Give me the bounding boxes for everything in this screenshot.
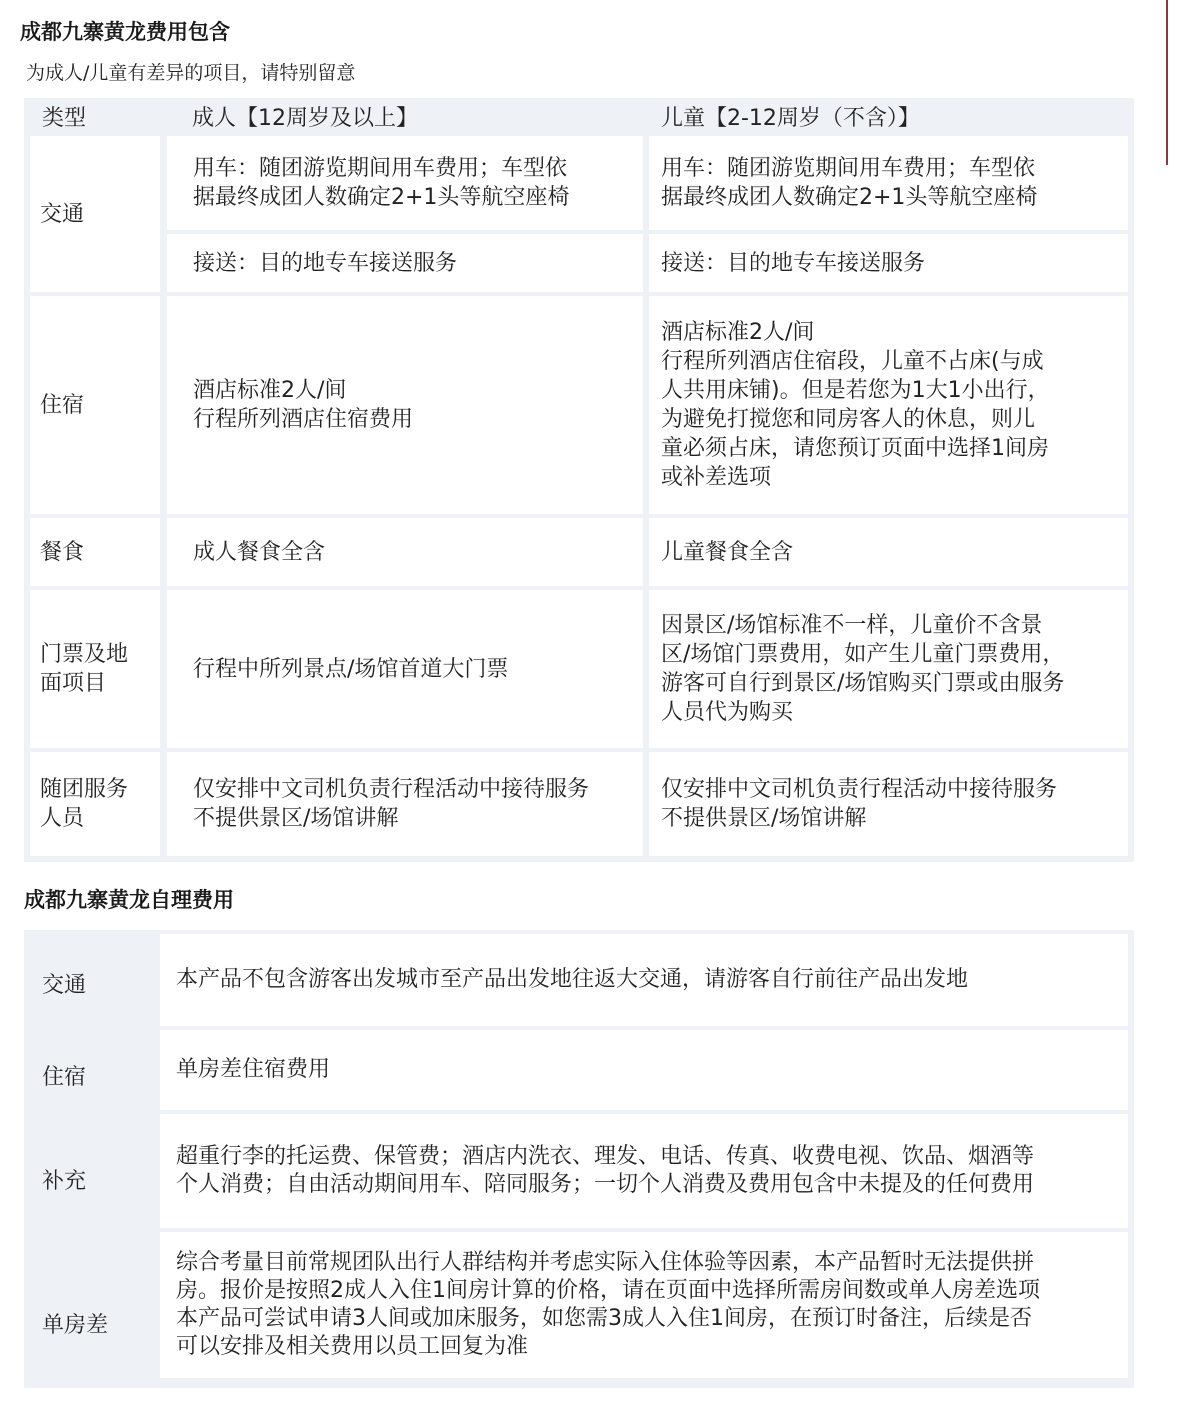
adult-meals [167, 518, 643, 586]
cell-line: 不提供景区/场馆讲解 [193, 806, 399, 831]
cell-line: 仅安排中文司机负责行程活动中接待服务 [193, 777, 590, 802]
row-label-supplement: 补充 [42, 1169, 87, 1194]
cell-line: 行程中所列景点/场馆首道大门票 [193, 656, 509, 682]
row-label-line: 随团服务 [40, 777, 129, 802]
cell-line: 超重行李的托运费、保管费；酒店内洗衣、理发、电话、传真、收费电视、饮品、烟酒等 [176, 1144, 1035, 1169]
cell-line: 本产品可尝试申请3人间或加床服务，如您需3成人入住1间房，在预订时备注，后续是否 [176, 1306, 1032, 1331]
child-guide [649, 752, 1128, 856]
adult-guide [167, 752, 643, 856]
adult-tickets [167, 590, 643, 748]
self-paid-supplement [160, 1114, 1128, 1228]
cell-line: 酒店标准2人/间 [193, 378, 347, 403]
adult-transport-transfer [167, 234, 643, 292]
row-label-line: 人员 [40, 806, 85, 831]
cell-line: 房。报价是按照2成人入住1间房计算的价格，请在页面中选择所需房间数或单人房差选项 [176, 1278, 1040, 1303]
self-paid-transport [160, 934, 1128, 1026]
row-label-line: 交通 [40, 201, 85, 227]
child-lodging [649, 296, 1128, 514]
cell-line: 仅安排中文司机负责行程活动中接待服务 [661, 777, 1058, 802]
row-label-line: 住宿 [40, 392, 85, 418]
cell-line: 区/场馆门票费用，如产生儿童门票费用， [661, 642, 1065, 667]
child-meals [649, 518, 1128, 586]
cell-line: 儿童餐食全含 [661, 539, 794, 565]
included-fees-table [24, 98, 1134, 862]
cell-line: 因景区/场馆标准不一样，儿童价不含景 [661, 613, 1043, 638]
cell-line: 人员代为购买 [661, 700, 794, 725]
cell-line: 据最终成团人数确定2+1头等航空座椅 [193, 185, 570, 210]
self-paid-single-room [160, 1232, 1128, 1378]
cell-line: 童必须占床，请您预订页面中选择1间房 [661, 436, 1049, 461]
cell-line: 据最终成团人数确定2+1头等航空座椅 [661, 185, 1038, 210]
cell-line: 游客可自行到景区/场馆购买门票或由服务 [661, 671, 1065, 696]
section-title-self-paid: 成都九寨黄龙自理费用 [24, 888, 234, 912]
adult-lodging [167, 296, 643, 514]
row-label-transport [30, 136, 160, 292]
header-type: 类型 [42, 105, 87, 131]
cell-line: 用车：随团游览期间用车费用；车型依 [661, 156, 1036, 181]
cell-line: 可以安排及相关费用以员工回复为准 [176, 1334, 529, 1359]
edge-divider [1166, 0, 1168, 165]
cell-line: 行程所列酒店住宿费用 [193, 407, 414, 432]
cell-line: 为避免打搅您和同房客人的休息，则儿 [661, 407, 1036, 432]
adult-transport-car [167, 136, 643, 230]
cell-line: 单房差住宿费用 [176, 1057, 331, 1082]
cell-line: 行程所列酒店住宿段，儿童不占床(与成 [661, 349, 1044, 374]
row-label-line: 门票及地 [40, 642, 129, 667]
cell-line: 或补差选项 [661, 465, 772, 490]
cell-line: 用车：随团游览期间用车费用；车型依 [193, 156, 568, 181]
header-adult: 成人【12周岁及以上】 [192, 105, 418, 131]
cell-line: 接送：目的地专车接送服务 [193, 250, 458, 276]
row-label-tickets [30, 590, 160, 748]
child-transport-car [649, 136, 1128, 230]
row-label-lodging [30, 296, 160, 514]
cell-line: 成人餐食全含 [193, 539, 326, 565]
header-child: 儿童【2-12周岁（不含）】 [661, 105, 920, 131]
section-subtitle: 为成人/儿童有差异的项目，请特别留意 [26, 62, 356, 84]
row-label-line: 面项目 [40, 671, 107, 696]
row-label-guide [30, 752, 160, 856]
cell-line: 不提供景区/场馆讲解 [661, 806, 867, 831]
row-label-single-room: 单房差 [42, 1313, 109, 1338]
child-transport-transfer [649, 234, 1128, 292]
child-tickets [649, 590, 1128, 748]
row-label-transport-2: 交通 [42, 973, 87, 998]
cell-line: 酒店标准2人/间 [661, 320, 815, 345]
row-label-lodging-2: 住宿 [42, 1065, 87, 1090]
row-label-line: 餐食 [40, 539, 85, 565]
cell-line: 个人消费；自由活动期间用车、陪同服务；一切个人消费及费用包含中未提及的任何费用 [176, 1172, 1035, 1197]
row-label-meals [30, 518, 160, 586]
section-title-included: 成都九寨黄龙费用包含 [20, 20, 230, 44]
self-paid-fees-table [24, 930, 1134, 1388]
cell-line: 本产品不包含游客出发城市至产品出发地往返大交通，请游客自行前往产品出发地 [176, 967, 969, 992]
cell-line: 人共用床铺)。但是若您为1大1小出行， [661, 378, 1050, 403]
self-paid-lodging [160, 1030, 1128, 1110]
cell-line: 综合考量目前常规团队出行人群结构并考虑实际入住体验等因素，本产品暂时无法提供拼 [176, 1250, 1035, 1275]
cell-line: 接送：目的地专车接送服务 [661, 250, 926, 276]
